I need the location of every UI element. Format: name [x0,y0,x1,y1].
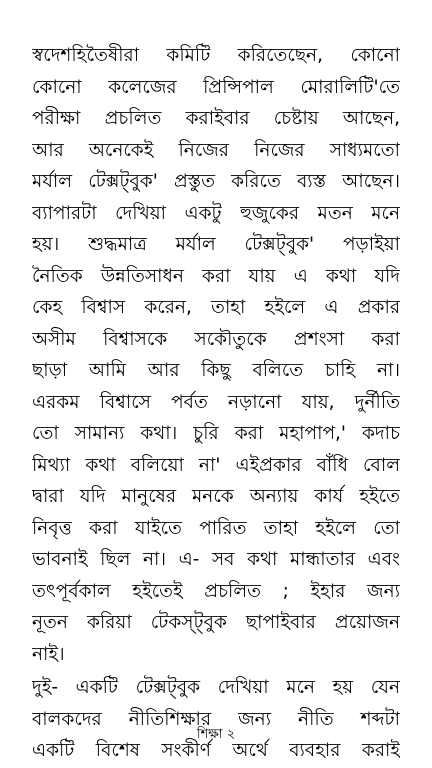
text-line: হয়। শুদ্ধমাত্র মর্যাল টেক্সট্‌বুক' পড়াইয়া [32,234,400,255]
text-line: আর অনেকেই নিজের নিজের সাধ্যমতো [32,139,400,161]
page-footer: শিক্ষা ২ [196,727,236,742]
body-text [32,40,400,767]
text-line: ভাবনাই ছিল না। এ- সব কথা মান্ধাতার এবং [32,549,400,570]
text-line: নূতন করিয়া টেকস্‌ট্‌বুক ছাপাইবার প্রয়োজন [32,612,400,633]
text-line: বালকদের নীতিশিক্ষার জন্য নীতি শব্দটা [32,708,400,730]
text-line: তো সামান্য কথা। চুরি করা মহাপাপ,' কদাচ [32,423,400,444]
text-line: মিথ্যা কথা বলিয়ো না' এইপ্রকার বাঁধি বোল [32,454,400,476]
text-line: পরীক্ষা প্রচলিত করাইবার চেষ্টায় আছেন, [32,108,400,129]
text-line: নিবৃত্ত করা যাইতে পারিত তাহা হইলে তো [32,517,400,539]
text-line: স্বদেশহিতৈষীরা কমিটি করিতেছেন, কোনো [32,45,400,66]
text-line: নাই। [32,643,65,665]
text-line: একটি বিশেষ সংকীর্ণ অর্থে ব্যবহার করাই [32,740,400,761]
text-line: এরকম বিশ্বাসে পর্বত নড়ানো যায়, দুর্নীতি [32,391,400,413]
paragraph-1 [32,40,400,670]
text-line: কেহ বিশ্বাস করেন, তাহা হইলে এ প্রকার [32,297,400,318]
paragraph-2 [32,672,400,767]
text-line: অসীম বিশ্বাসকে সকৌতুকে প্রশংসা করা [32,328,400,350]
text-line: নৈতিক উন্নতিসাধন করা যায় এ কথা যদি [32,265,400,287]
text-line: ব্যাপারটা দেখিয়া একটু হুজুকের মতন মনে [32,202,400,224]
text-line: দ্বারা যদি মানুষের মনকে অন্যায় কার্য হইতে [32,486,400,507]
text-line: তৎপূর্বকাল হইতেই প্রচলিত ; ইহার জন্য [32,580,400,602]
text-line: কোনো কলেজের প্রিন্সিপাল মোরালিটি'তে [32,76,400,98]
text-line: দুই- একটি টেক্সট্‌বুক দেখিয়া মনে হয় যেন [32,677,400,698]
text-line: ছাড়া আমি আর কিছু বলিতে চাহি না। [32,360,400,381]
text-line: মর্যাল টেক্সট্‌বুক' প্রস্তুত করিতে ব্যস্ত আছেন। [32,171,400,192]
